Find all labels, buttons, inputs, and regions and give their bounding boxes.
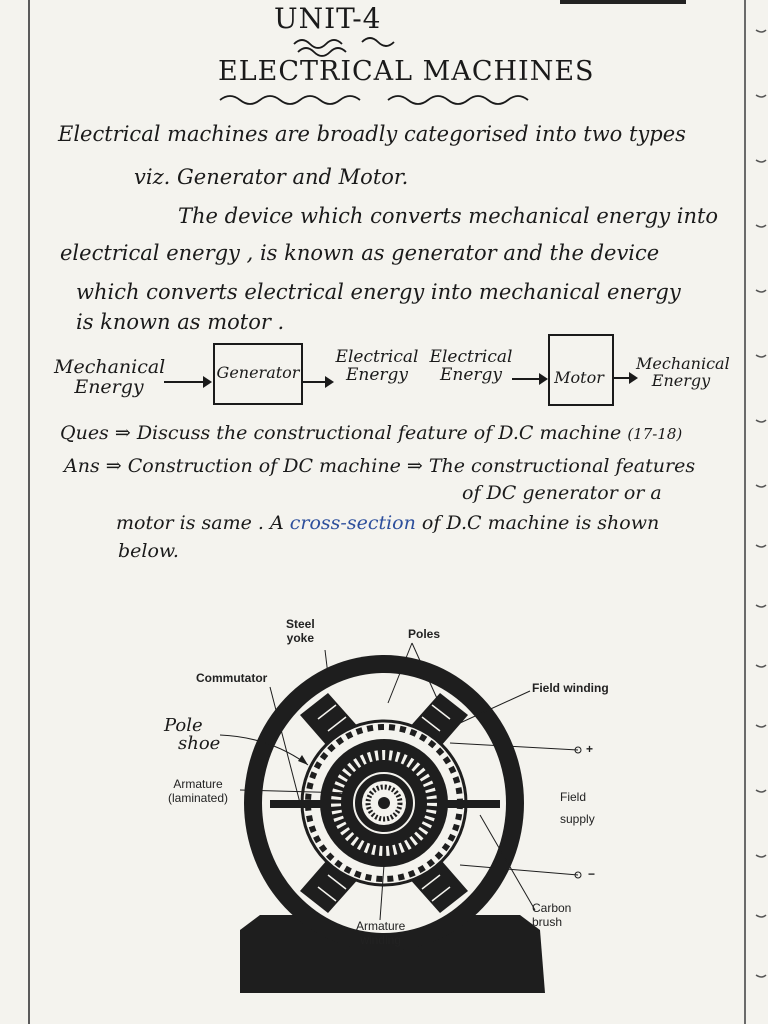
label-pole-shoe bbox=[164, 717, 220, 753]
intro-line-5: which converts electrical energy into mechanical energy bbox=[76, 280, 681, 304]
answer-line-3a: motor is same . A bbox=[116, 512, 284, 534]
title-underline-squiggle bbox=[292, 34, 412, 58]
label-field-supply-2: supply bbox=[560, 811, 595, 826]
flow-elec-in-word-1: Electrical bbox=[429, 347, 513, 367]
intro-line-6: is known as motor . bbox=[76, 310, 285, 334]
flow-arrow-1 bbox=[164, 381, 210, 383]
label-poles: Poles bbox=[408, 627, 441, 641]
label-field-winding: Field winding bbox=[532, 681, 609, 695]
answer-line-1-text: The constructional features bbox=[428, 455, 696, 477]
answer-line-3c: of D.C machine is shown bbox=[421, 512, 660, 534]
label-armature-laminated bbox=[168, 778, 228, 806]
label-commutator: Commutator bbox=[196, 671, 268, 685]
flow-mech-out-word-1: Mechanical bbox=[636, 354, 730, 373]
flow-elec-in-word-2: Energy bbox=[439, 364, 503, 385]
label-armature-winding-2: winding bbox=[360, 932, 402, 947]
question-prefix: Ques bbox=[60, 422, 109, 444]
answer-line-4: below. bbox=[118, 540, 179, 562]
label-pole-shoe-2: shoe bbox=[178, 733, 221, 754]
page-margin-line bbox=[28, 0, 30, 1024]
label-armature-2: (laminated) bbox=[168, 790, 229, 805]
top-edge-mark bbox=[560, 0, 686, 4]
label-minus: − bbox=[588, 867, 596, 881]
answer-arrow-2: ⇒ bbox=[406, 455, 423, 477]
shaft bbox=[378, 797, 390, 809]
intro-line-1: Electrical machines are broadly categorised into two types bbox=[58, 122, 686, 146]
label-steel-yoke bbox=[286, 618, 315, 646]
label-carbon-brush bbox=[532, 902, 571, 930]
label-carbon-brush-1: Carbon bbox=[532, 901, 572, 915]
label-steel-yoke-1: Steel bbox=[286, 617, 315, 631]
flow-elec-out-word-2: Energy bbox=[345, 364, 409, 385]
binding-marks bbox=[752, 0, 768, 1024]
label-field-supply-1: Field bbox=[560, 790, 587, 804]
flow-mech-in-word-1: Mechanical bbox=[54, 356, 166, 378]
flow-mechanical-energy-in bbox=[54, 358, 164, 398]
answer-line-3 bbox=[116, 512, 659, 534]
answer-line-1 bbox=[64, 455, 695, 477]
unit-title: UNIT-4 bbox=[274, 2, 382, 35]
answer-line-3b-highlight: cross-section bbox=[289, 512, 416, 534]
label-armature-1: Armature bbox=[173, 777, 223, 791]
label-armature-winding bbox=[356, 920, 405, 948]
label-plus: + bbox=[586, 742, 594, 756]
label-field-supply bbox=[560, 787, 595, 830]
intro-line-4: electrical energy , is known as generator and the device bbox=[60, 241, 660, 265]
question-year: (17-18) bbox=[627, 425, 683, 443]
question-arrow: ⇒ bbox=[114, 422, 131, 444]
generator-label: Generator bbox=[216, 363, 300, 382]
flow-arrow-3 bbox=[512, 378, 546, 380]
intro-line-2: viz. Generator and Motor. bbox=[134, 165, 409, 189]
label-steel-yoke-2: yoke bbox=[286, 630, 315, 645]
answer-topic: Construction of DC machine bbox=[127, 455, 401, 477]
flow-mech-in-word-2: Energy bbox=[74, 375, 144, 398]
answer-line-2: of DC generator or a bbox=[462, 482, 662, 504]
main-title: ELECTRICAL MACHINES bbox=[218, 56, 595, 87]
flow-mechanical-energy-out bbox=[636, 354, 730, 390]
flow-arrow-4 bbox=[612, 377, 636, 379]
label-carbon-brush-2: brush bbox=[532, 914, 563, 929]
brush-right bbox=[444, 800, 500, 808]
page-edge bbox=[744, 0, 746, 1024]
intro-line-3: The device which converts mechanical energy into bbox=[178, 204, 719, 228]
answer-arrow-1: ⇒ bbox=[105, 455, 122, 477]
flow-mech-out-word-2: Energy bbox=[651, 370, 711, 390]
label-armature-winding-1: Armature bbox=[356, 919, 406, 933]
flow-electrical-energy-out bbox=[332, 349, 422, 385]
label-pole-shoe-1: Pole bbox=[164, 715, 203, 736]
question-text: Discuss the constructional feature of D.C machine bbox=[136, 422, 622, 444]
motor-label: Motor bbox=[554, 368, 604, 387]
flow-arrow-2 bbox=[302, 381, 332, 383]
brush-left bbox=[270, 800, 326, 808]
flow-elec-out-word-1: Electrical bbox=[335, 347, 419, 367]
question-line bbox=[60, 422, 682, 444]
answer-prefix: Ans bbox=[64, 455, 100, 477]
main-title-underline bbox=[218, 92, 538, 108]
flow-electrical-energy-in bbox=[426, 349, 516, 385]
